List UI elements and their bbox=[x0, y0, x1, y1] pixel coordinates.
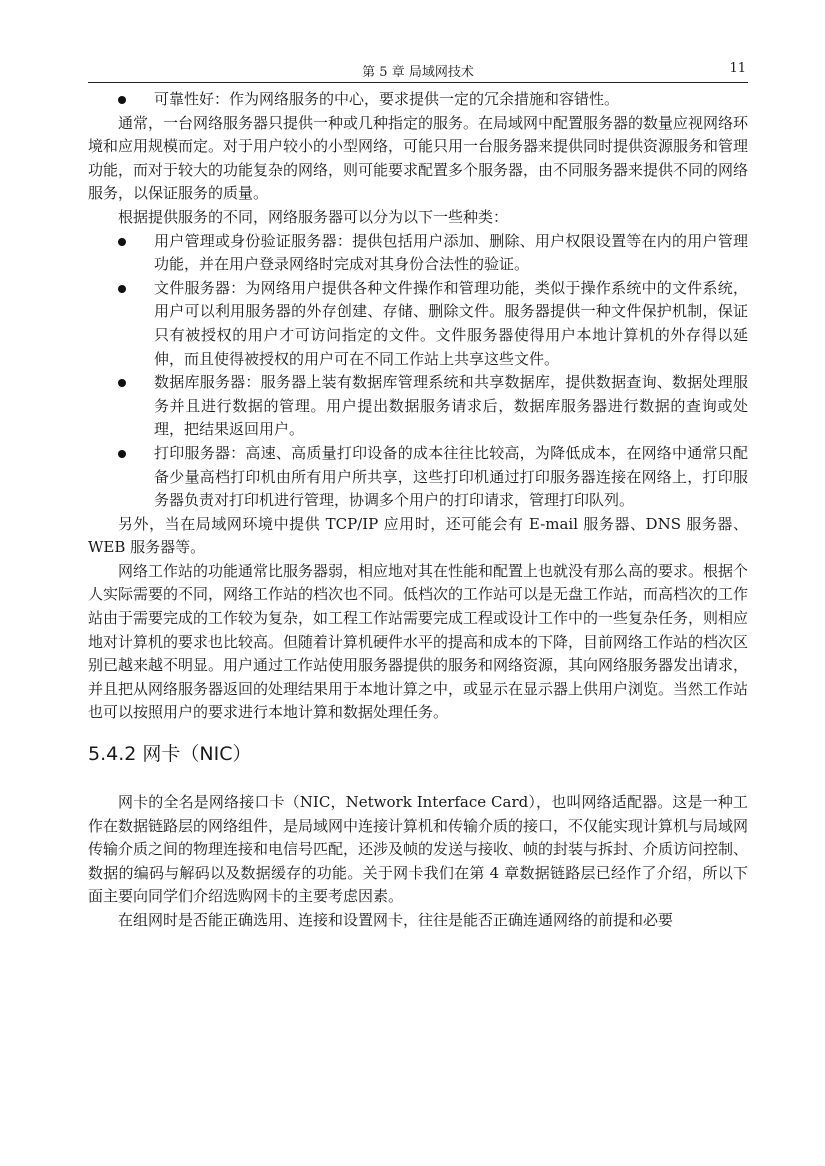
document-page bbox=[88, 52, 748, 933]
paragraph-workstation: 网络工作站的功能通常比服务器弱，相应地对其在性能和配置上也就没有那么高的要求。根据个人实际需要的不同，网络工作站的档次也不同。低档次的工作站可以是无盘工作站，而高档次的工作站由于需要完成的工作较为复杂，如工程工作站需要完成工程或设计工作中的一些复杂任务，则相应地对计算机的要求也比较高。但随着计算机硬件水平的提高和成本的下降，目前网络工作站的档次区别已越来越不明显。用户通过工作站使用服务器提供的服务和网络资源，其向网络服务器发出请求，并且把从网络服务器返回的处理结果用于本地计算之中，或显示在显示器上供用户浏览。当然工作站也可以按照用户的要求进行本地计算和数据处理任务。 bbox=[88, 561, 749, 722]
page-number: 11 bbox=[729, 61, 746, 76]
page-header bbox=[88, 52, 748, 83]
bullet-dot-icon bbox=[118, 238, 126, 246]
bullet-item-file-server bbox=[88, 277, 748, 371]
bullet-text: 打印服务器：高速、高质量打印设备的成本往往比较高，为降低成本，在网络中通常只配备少量高档打印机由所有用户所共享，这些打印机通过打印服务器连接在网络上，打印服务器负责对打印机进行管理，协调多个用户的打印请求，管理打印队列。 bbox=[154, 443, 748, 510]
page-body bbox=[88, 88, 748, 933]
bullet-text: 可靠性好：作为网络服务的中心，要求提供一定的冗余措施和容错性。 bbox=[154, 90, 620, 108]
bullet-item-auth-server bbox=[88, 230, 748, 277]
bullet-item-print-server bbox=[88, 442, 748, 513]
bullet-dot-icon bbox=[118, 96, 126, 104]
bullet-text: 数据库服务器：服务器上装有数据库管理系统和共享数据库，提供数据查询、数据处理服务并且进行数据的管理。用户提出数据服务请求后，数据库服务器进行数据的查询或处理，把结果返回用户。 bbox=[154, 373, 748, 439]
bullet-item-database-server bbox=[88, 371, 748, 442]
bullet-text: 文件服务器：为网络用户提供各种文件操作和管理功能，类似于操作系统中的文件系统，用户可以利用服务器的外存创建、存储、删除文件。服务器提供一种文件保护机制，保证只有被授权的用户才可访问指定的文件。文件服务器使得用户本地计算机的外存得以延伸，而且使得被授权的用户可在不同工作站上共享这些文件。 bbox=[154, 278, 748, 368]
paragraph-nic-intro: 网卡的全名是网络接口卡（NIC，Network Interface Card），也叫网络适配器。这是一种工作在数据链路层的网络组件，是局域网中连接计算机和传输介质的接口，不仅能实现计算机与局域网传输介质之间的物理连接和电信号匹配，还涉及帧的发送与接收、帧的封装与拆封、介质访问控制、数据的编码与解码以及数据缓存的功能。关于网卡我们在第 4 章数据链路层已经作了介绍，所以下面主要向同学们介绍选购网卡的主要考虑因素。 bbox=[88, 793, 749, 906]
bullet-item-reliability bbox=[88, 88, 748, 112]
section-heading: 5.4.2 网卡（NIC） bbox=[88, 743, 252, 766]
paragraph-server-count: 通常，一台网络服务器只提供一种或几种指定的服务。在局域网中配置服务器的数量应视网络环境和应用规模而定。对于用户较小的小型网络，可能只用一台服务器来提供同时提供资源服务和管理功能，而对于较大的功能复杂的网络，则可能要求配置多个服务器，由不同服务器来提供不同的网络服务，以保证服务的质量。 bbox=[88, 113, 749, 203]
chapter-title: 第 5 章 局域网技术 bbox=[362, 65, 474, 80]
paragraph-nic-selection: 在组网时是否能正确选用、连接和设置网卡，往往是能否正确连通网络的前提和必要 bbox=[118, 911, 674, 929]
bullet-dot-icon bbox=[118, 379, 126, 387]
bullet-dot-icon bbox=[118, 450, 126, 458]
paragraph-other-servers: 另外，当在局域网环境中提供 TCP/IP 应用时，还可能会有 E-mail 服务器、DNS 服务器、WEB 服务器等。 bbox=[88, 514, 748, 557]
bullet-text: 用户管理或身份验证服务器：提供包括用户添加、删除、用户权限设置等在内的用户管理功能，并在用户登录网络时完成对其身份合法性的验证。 bbox=[154, 231, 748, 274]
bullet-dot-icon bbox=[118, 285, 126, 293]
paragraph-server-types-intro: 根据提供服务的不同，网络服务器可以分为以下一些种类： bbox=[118, 207, 509, 226]
